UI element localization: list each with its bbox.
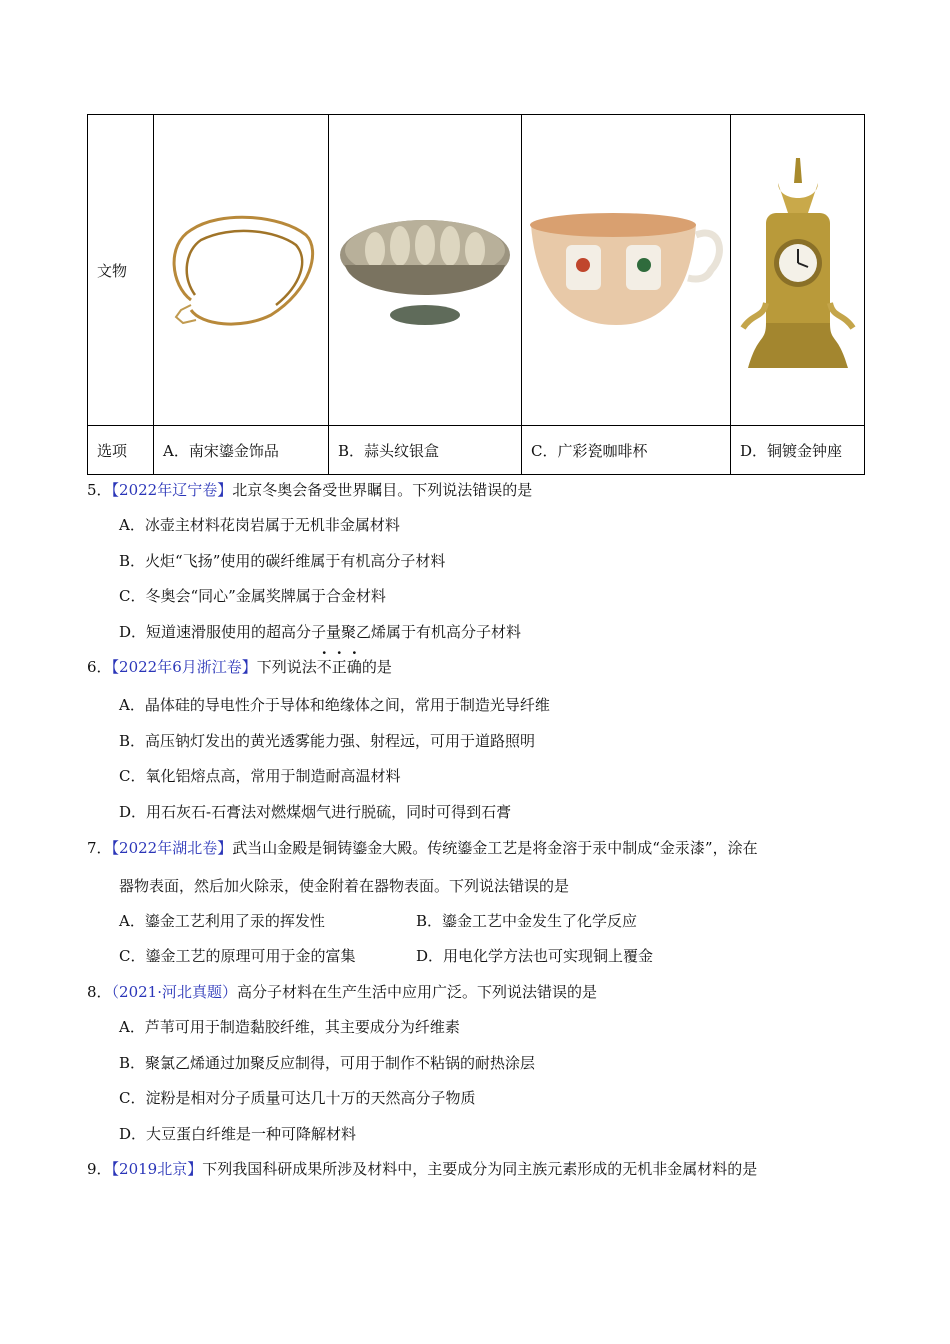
question-text: 高分子材料在生产生活中应用广泛。下列说法错误的是: [237, 983, 598, 1001]
gold-chain-icon: [154, 115, 329, 426]
artifact-table: [87, 114, 865, 475]
q7-option-a: A．鎏金工艺利用了汞的挥发性: [119, 912, 325, 930]
row-label-artifact: 文物: [88, 115, 154, 426]
question-number: 8．: [87, 983, 112, 1001]
q5-option-b: B．火炬“飞扬”使用的碳纤维属于有机高分子材料: [119, 552, 446, 570]
question-text-end: 的是: [361, 658, 392, 676]
q5-option-d: D．短道速滑服使用的超高分子量聚乙烯属于有机高分子材料: [119, 623, 522, 641]
option-c: C．广彩瓷咖啡杯: [522, 426, 731, 475]
question-source: 【2019北京】: [111, 1160, 203, 1178]
q7-option-c: C．鎏金工艺的原理可用于金的富集: [119, 947, 356, 965]
silver-box-icon: [329, 115, 522, 426]
emphasis-char: 正: [331, 658, 347, 676]
question-number: 5．: [87, 481, 112, 499]
question-9-stem: [87, 1158, 757, 1179]
question-source: 【2022年6月浙江卷】: [111, 658, 257, 676]
option-b: B．蒜头纹银盒: [329, 426, 522, 475]
question-7-stem-continued: 器物表面，然后加火除汞，使金附着在器物表面。下列说法错误的是: [119, 877, 570, 895]
artifact-image-row: [88, 115, 865, 426]
question-8-stem: [87, 981, 597, 1002]
question-source: 【2022年湖北卷】: [111, 839, 233, 857]
question-text: 武当山金殿是铜铸鎏金大殿。传统鎏金工艺是将金溶于汞中制成“金汞漆”，涂在: [232, 839, 758, 857]
question-5-stem: [87, 479, 532, 500]
option-row: [88, 426, 865, 475]
porcelain-cup-icon: [522, 115, 731, 426]
q8-option-b: B．聚氯乙烯通过加聚反应制得，可用于制作不粘锅的耐热涂层: [119, 1054, 536, 1072]
q5-option-a: A．冰壶主材料花岗岩属于无机非金属材料: [119, 516, 400, 534]
question-text: 下列我国科研成果所涉及材料中，主要成分为同主族元素形成的无机非金属材料的是: [202, 1160, 758, 1178]
question-7-stem: [87, 837, 758, 858]
q6-option-d: D．用石灰石-石膏法对燃煤烟气进行脱硫，同时可得到石膏: [119, 803, 512, 821]
gilded-clock-icon: [731, 115, 865, 426]
question-number: 7．: [87, 839, 112, 857]
q6-option-b: B．高压钠灯发出的黄光透雾能力强、射程远，可用于道路照明: [119, 732, 536, 750]
question-text: 下列说法: [256, 658, 317, 676]
q8-option-d: D．大豆蛋白纤维是一种可降解材料: [119, 1125, 357, 1143]
option-d: D．铜镀金钟座: [731, 426, 865, 475]
question-number: 6．: [87, 658, 112, 676]
question-source: 【2022年辽宁卷】: [111, 481, 233, 499]
q6-option-a: A．晶体硅的导电性介于导体和绝缘体之间，常用于制造光导纤维: [119, 696, 550, 714]
q5-option-c: C．冬奥会“同心”金属奖牌属于合金材料: [119, 587, 386, 605]
q8-option-a: A．芦苇可用于制造黏胶纤维，其主要成分为纤维素: [119, 1018, 460, 1036]
option-a: A．南宋鎏金饰品: [154, 426, 329, 475]
q7-option-b: B．鎏金工艺中金发生了化学反应: [416, 912, 638, 930]
q8-option-c: C．淀粉是相对分子质量可达几十万的天然高分子物质: [119, 1089, 476, 1107]
question-6-stem: [87, 656, 392, 677]
question-text: 北京冬奥会备受世界瞩目。下列说法错误的是: [232, 481, 533, 499]
question-number: 9．: [87, 1160, 112, 1178]
emphasis-char: 不: [316, 658, 332, 676]
question-source: （2021·河北真题）: [111, 983, 237, 1001]
q7-option-d: D．用电化学方法也可实现铜上覆金: [416, 947, 654, 965]
emphasis-char: 确: [346, 658, 362, 676]
q6-option-c: C．氧化铝熔点高，常用于制造耐高温材料: [119, 767, 401, 785]
row-label-option: 选项: [88, 426, 154, 475]
